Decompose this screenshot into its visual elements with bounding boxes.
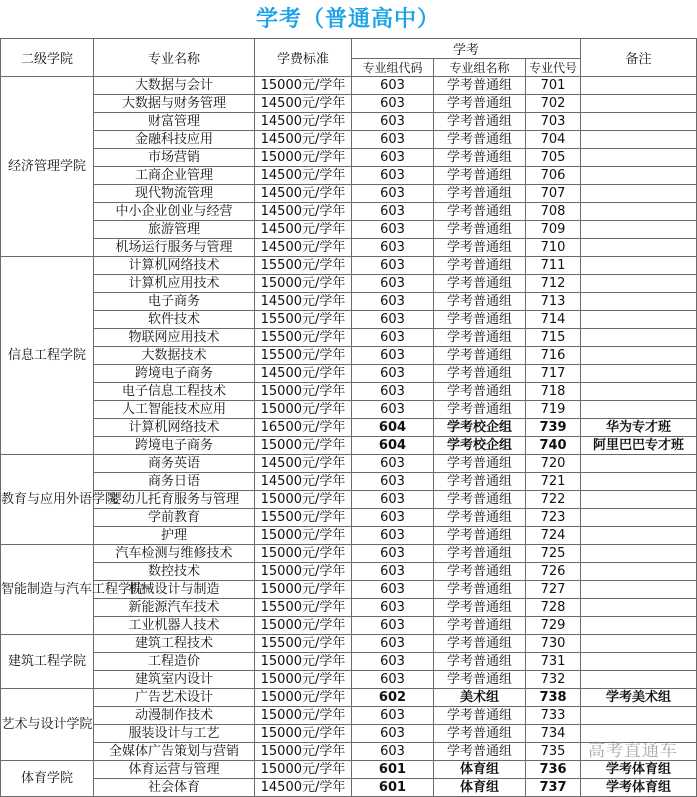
note-cell: 华为专才班: [581, 419, 697, 437]
group-code-cell: 603: [352, 599, 434, 617]
major-code-cell: 730: [526, 635, 581, 653]
note-cell: [581, 365, 697, 383]
major-code-cell: 710: [526, 239, 581, 257]
major-name: 电子商务: [94, 293, 255, 311]
major-code-cell: 736: [526, 761, 581, 779]
group-name-cell: 学考普通组: [434, 455, 526, 473]
major-code-cell: 734: [526, 725, 581, 743]
group-code-cell: 604: [352, 419, 434, 437]
fee-cell: 15000元/学年: [255, 581, 352, 599]
fee-cell: 15000元/学年: [255, 725, 352, 743]
note-cell: [581, 491, 697, 509]
group-code-cell: 603: [352, 545, 434, 563]
major-code-cell: 718: [526, 383, 581, 401]
major-code-cell: 724: [526, 527, 581, 545]
group-name-cell: 学考普通组: [434, 617, 526, 635]
major-name: 广告艺术设计: [94, 689, 255, 707]
fee-cell: 15000元/学年: [255, 545, 352, 563]
header-fee: 学费标准: [255, 39, 352, 77]
note-cell: [581, 239, 697, 257]
major-name: 金融科技应用: [94, 131, 255, 149]
group-code-cell: 603: [352, 527, 434, 545]
fee-cell: 15000元/学年: [255, 671, 352, 689]
group-code-cell: 603: [352, 257, 434, 275]
note-cell: 学考体育组: [581, 779, 697, 797]
college-name: 智能制造与汽车工程学院: [1, 545, 94, 635]
fee-cell: 15000元/学年: [255, 383, 352, 401]
group-name-cell: 学考普通组: [434, 743, 526, 761]
table-row: [1, 329, 697, 347]
major-name: 工商企业管理: [94, 167, 255, 185]
group-code-cell: 603: [352, 455, 434, 473]
group-name-cell: 学考普通组: [434, 473, 526, 491]
note-cell: [581, 653, 697, 671]
group-name-cell: 学考校企组: [434, 437, 526, 455]
note-cell: [581, 707, 697, 725]
group-code-cell: 603: [352, 581, 434, 599]
major-name: 社会体育: [94, 779, 255, 797]
table-row: [1, 293, 697, 311]
table-row: [1, 239, 697, 257]
header-group-name: 专业组名称: [434, 59, 526, 77]
major-name: 新能源汽车技术: [94, 599, 255, 617]
major-name: 机械设计与制造: [94, 581, 255, 599]
note-cell: [581, 95, 697, 113]
group-name-cell: 学考普通组: [434, 509, 526, 527]
group-name-cell: 学考普通组: [434, 221, 526, 239]
table-row: [1, 365, 697, 383]
fee-cell: 15000元/学年: [255, 77, 352, 95]
group-name-cell: 学考普通组: [434, 635, 526, 653]
major-name: 商务日语: [94, 473, 255, 491]
fee-cell: 15500元/学年: [255, 347, 352, 365]
fee-cell: 14500元/学年: [255, 365, 352, 383]
group-code-cell: 603: [352, 365, 434, 383]
fee-cell: 15500元/学年: [255, 509, 352, 527]
fee-cell: 14500元/学年: [255, 293, 352, 311]
table-row: [1, 275, 697, 293]
major-code-cell: 727: [526, 581, 581, 599]
fee-cell: 15500元/学年: [255, 257, 352, 275]
major-name: 人工智能技术应用: [94, 401, 255, 419]
group-name-cell: 学考普通组: [434, 599, 526, 617]
fee-cell: 15500元/学年: [255, 599, 352, 617]
major-code-cell: 720: [526, 455, 581, 473]
group-code-cell: 603: [352, 203, 434, 221]
major-code-cell: 702: [526, 95, 581, 113]
group-name-cell: 学考普通组: [434, 293, 526, 311]
fee-cell: 15000元/学年: [255, 743, 352, 761]
table-row: [1, 383, 697, 401]
major-code-cell: 701: [526, 77, 581, 95]
major-name: 旅游管理: [94, 221, 255, 239]
major-name: 商务英语: [94, 455, 255, 473]
table-row: [1, 95, 697, 113]
group-name-cell: 学考普通组: [434, 581, 526, 599]
table-row: [1, 653, 697, 671]
major-name: 服装设计与工艺: [94, 725, 255, 743]
group-code-cell: 603: [352, 383, 434, 401]
college-name: 经济管理学院: [1, 77, 94, 257]
major-name: 工程造价: [94, 653, 255, 671]
fee-cell: 15000元/学年: [255, 275, 352, 293]
college-name: 建筑工程学院: [1, 635, 94, 689]
fee-cell: 16500元/学年: [255, 419, 352, 437]
fee-cell: 14500元/学年: [255, 239, 352, 257]
group-code-cell: 603: [352, 725, 434, 743]
group-name-cell: 学考普通组: [434, 365, 526, 383]
group-name-cell: 学考普通组: [434, 275, 526, 293]
group-code-cell: 603: [352, 167, 434, 185]
major-code-cell: 726: [526, 563, 581, 581]
note-cell: [581, 329, 697, 347]
group-name-cell: 学考普通组: [434, 401, 526, 419]
group-name-cell: 学考普通组: [434, 563, 526, 581]
major-code-cell: 738: [526, 689, 581, 707]
table-row: [1, 167, 697, 185]
table-row: [1, 77, 697, 95]
group-name-cell: 学考普通组: [434, 131, 526, 149]
watermark: 高考直通车: [588, 741, 678, 761]
major-name: 计算机网络技术: [94, 257, 255, 275]
note-cell: [581, 401, 697, 419]
note-cell: [581, 635, 697, 653]
major-name: 电子信息工程技术: [94, 383, 255, 401]
note-cell: 学考美术组: [581, 689, 697, 707]
group-code-cell: 601: [352, 761, 434, 779]
table-row: [1, 635, 697, 653]
group-code-cell: 603: [352, 293, 434, 311]
fee-cell: 15000元/学年: [255, 401, 352, 419]
table-row: [1, 671, 697, 689]
fee-cell: 14500元/学年: [255, 779, 352, 797]
group-code-cell: 603: [352, 95, 434, 113]
group-name-cell: 学考普通组: [434, 257, 526, 275]
major-code-cell: 716: [526, 347, 581, 365]
major-name: 学前教育: [94, 509, 255, 527]
group-code-cell: 603: [352, 743, 434, 761]
group-name-cell: 学考普通组: [434, 545, 526, 563]
enrollment-table: [0, 38, 697, 797]
fee-cell: 15500元/学年: [255, 311, 352, 329]
major-name: 动漫制作技术: [94, 707, 255, 725]
note-cell: [581, 455, 697, 473]
major-name: 体育运营与管理: [94, 761, 255, 779]
group-code-cell: 603: [352, 329, 434, 347]
group-name-cell: 学考普通组: [434, 149, 526, 167]
group-name-cell: 学考普通组: [434, 203, 526, 221]
note-cell: [581, 167, 697, 185]
header-note: 备注: [581, 39, 697, 77]
header-group: 学考: [352, 39, 581, 59]
group-name-cell: 学考普通组: [434, 527, 526, 545]
group-code-cell: 603: [352, 653, 434, 671]
major-name: 全媒体广告策划与营销: [94, 743, 255, 761]
group-code-cell: 603: [352, 347, 434, 365]
note-cell: [581, 617, 697, 635]
major-code-cell: 704: [526, 131, 581, 149]
group-name-cell: 学考普通组: [434, 167, 526, 185]
note-cell: 学考体育组: [581, 761, 697, 779]
note-cell: 阿里巴巴专才班: [581, 437, 697, 455]
group-code-cell: 603: [352, 77, 434, 95]
header-major-code: 专业代号: [526, 59, 581, 77]
major-code-cell: 721: [526, 473, 581, 491]
note-cell: [581, 473, 697, 491]
table-row: [1, 437, 697, 455]
group-name-cell: 学考普通组: [434, 725, 526, 743]
table-row: [1, 455, 697, 473]
major-name: 汽车检测与维修技术: [94, 545, 255, 563]
major-code-cell: 711: [526, 257, 581, 275]
header-college: 二级学院: [1, 39, 94, 77]
group-name-cell: 学考普通组: [434, 383, 526, 401]
group-code-cell: 603: [352, 473, 434, 491]
note-cell: [581, 275, 697, 293]
major-code-cell: 712: [526, 275, 581, 293]
table-row: [1, 761, 697, 779]
major-code-cell: 735: [526, 743, 581, 761]
table-body: [1, 77, 697, 797]
table-row: [1, 689, 697, 707]
major-name: 跨境电子商务: [94, 437, 255, 455]
major-code-cell: 728: [526, 599, 581, 617]
group-code-cell: 601: [352, 779, 434, 797]
fee-cell: 14500元/学年: [255, 473, 352, 491]
fee-cell: 15000元/学年: [255, 761, 352, 779]
note-cell: [581, 581, 697, 599]
major-code-cell: 713: [526, 293, 581, 311]
fee-cell: 14500元/学年: [255, 203, 352, 221]
major-name: 大数据与财务管理: [94, 95, 255, 113]
major-code-cell: 705: [526, 149, 581, 167]
note-cell: [581, 545, 697, 563]
group-name-cell: 学考普通组: [434, 653, 526, 671]
table-row: [1, 473, 697, 491]
fee-cell: 15000元/学年: [255, 149, 352, 167]
major-name: 物联网应用技术: [94, 329, 255, 347]
major-name: 计算机应用技术: [94, 275, 255, 293]
group-code-cell: 603: [352, 563, 434, 581]
major-code-cell: 706: [526, 167, 581, 185]
note-cell: [581, 257, 697, 275]
major-code-cell: 723: [526, 509, 581, 527]
major-code-cell: 731: [526, 653, 581, 671]
fee-cell: 14500元/学年: [255, 185, 352, 203]
college-name: 艺术与设计学院: [1, 689, 94, 761]
group-name-cell: 学考普通组: [434, 347, 526, 365]
major-code-cell: 715: [526, 329, 581, 347]
major-name: 财富管理: [94, 113, 255, 131]
group-name-cell: 学考普通组: [434, 239, 526, 257]
major-code-cell: 729: [526, 617, 581, 635]
note-cell: [581, 671, 697, 689]
table-row: [1, 707, 697, 725]
note-cell: [581, 599, 697, 617]
group-code-cell: 603: [352, 707, 434, 725]
fee-cell: 15000元/学年: [255, 707, 352, 725]
table-row: [1, 203, 697, 221]
major-code-cell: 703: [526, 113, 581, 131]
group-name-cell: 学考普通组: [434, 707, 526, 725]
note-cell: [581, 347, 697, 365]
group-code-cell: 603: [352, 185, 434, 203]
major-code-cell: 717: [526, 365, 581, 383]
note-cell: [581, 293, 697, 311]
table-row: [1, 185, 697, 203]
note-cell: [581, 383, 697, 401]
header-major: 专业名称: [94, 39, 255, 77]
fee-cell: 15000元/学年: [255, 491, 352, 509]
major-code-cell: 709: [526, 221, 581, 239]
major-code-cell: 707: [526, 185, 581, 203]
major-code-cell: 725: [526, 545, 581, 563]
fee-cell: 14500元/学年: [255, 113, 352, 131]
table-row: [1, 419, 697, 437]
major-name: 市场营销: [94, 149, 255, 167]
note-cell: [581, 311, 697, 329]
major-name: 机场运行服务与管理: [94, 239, 255, 257]
group-name-cell: 学考校企组: [434, 419, 526, 437]
group-code-cell: 603: [352, 671, 434, 689]
major-name: 软件技术: [94, 311, 255, 329]
group-name-cell: 学考普通组: [434, 77, 526, 95]
group-code-cell: 603: [352, 401, 434, 419]
fee-cell: 15000元/学年: [255, 617, 352, 635]
group-name-cell: 学考普通组: [434, 491, 526, 509]
group-code-cell: 603: [352, 617, 434, 635]
group-code-cell: 604: [352, 437, 434, 455]
fee-cell: 15500元/学年: [255, 329, 352, 347]
group-name-cell: 学考普通组: [434, 185, 526, 203]
fee-cell: 15000元/学年: [255, 527, 352, 545]
table-row: [1, 527, 697, 545]
major-code-cell: 732: [526, 671, 581, 689]
group-code-cell: 602: [352, 689, 434, 707]
table-row: [1, 347, 697, 365]
table-row: [1, 149, 697, 167]
group-code-cell: 603: [352, 239, 434, 257]
note-cell: [581, 185, 697, 203]
major-name: 婴幼儿托育服务与管理: [94, 491, 255, 509]
group-code-cell: 603: [352, 635, 434, 653]
group-name-cell: 学考普通组: [434, 671, 526, 689]
major-name: 护理: [94, 527, 255, 545]
major-name: 中小企业创业与经营: [94, 203, 255, 221]
college-name: 信息工程学院: [1, 257, 94, 455]
table-row: [1, 401, 697, 419]
major-name: 大数据与会计: [94, 77, 255, 95]
table-row: [1, 779, 697, 797]
group-code-cell: 603: [352, 131, 434, 149]
major-name: 跨境电子商务: [94, 365, 255, 383]
page-title: 学考（普通高中）: [255, 6, 440, 32]
group-name-cell: 学考普通组: [434, 329, 526, 347]
table-row: [1, 563, 697, 581]
major-code-cell: 740: [526, 437, 581, 455]
major-name: 大数据技术: [94, 347, 255, 365]
table-row: [1, 221, 697, 239]
note-cell: [581, 563, 697, 581]
group-name-cell: 美术组: [434, 689, 526, 707]
table-row: [1, 509, 697, 527]
note-cell: [581, 149, 697, 167]
college-name: 体育学院: [1, 761, 94, 797]
group-name-cell: 学考普通组: [434, 113, 526, 131]
fee-cell: 14500元/学年: [255, 167, 352, 185]
fee-cell: 14500元/学年: [255, 131, 352, 149]
major-code-cell: 714: [526, 311, 581, 329]
major-code-cell: 708: [526, 203, 581, 221]
major-code-cell: 737: [526, 779, 581, 797]
major-name: 工业机器人技术: [94, 617, 255, 635]
note-cell: [581, 509, 697, 527]
note-cell: [581, 221, 697, 239]
group-code-cell: 603: [352, 491, 434, 509]
major-name: 建筑工程技术: [94, 635, 255, 653]
header-group-code: 专业组代码: [352, 59, 434, 77]
group-name-cell: 体育组: [434, 779, 526, 797]
note-cell: [581, 203, 697, 221]
major-code-cell: 739: [526, 419, 581, 437]
note-cell: [581, 77, 697, 95]
college-name: 教育与应用外语学院: [1, 455, 94, 545]
group-code-cell: 603: [352, 509, 434, 527]
fee-cell: 15500元/学年: [255, 635, 352, 653]
fee-cell: 14500元/学年: [255, 221, 352, 239]
major-name: 建筑室内设计: [94, 671, 255, 689]
table-row: [1, 545, 697, 563]
table-row: [1, 257, 697, 275]
group-code-cell: 603: [352, 221, 434, 239]
group-name-cell: 学考普通组: [434, 95, 526, 113]
note-cell: [581, 527, 697, 545]
major-name: 数控技术: [94, 563, 255, 581]
fee-cell: 14500元/学年: [255, 455, 352, 473]
major-code-cell: 722: [526, 491, 581, 509]
note-cell: [581, 131, 697, 149]
fee-cell: 15000元/学年: [255, 689, 352, 707]
fee-cell: 15000元/学年: [255, 563, 352, 581]
table-row: [1, 131, 697, 149]
group-code-cell: 603: [352, 113, 434, 131]
fee-cell: 14500元/学年: [255, 95, 352, 113]
table-row: [1, 617, 697, 635]
note-cell: [581, 113, 697, 131]
major-code-cell: 733: [526, 707, 581, 725]
table-row: [1, 599, 697, 617]
table-row: [1, 311, 697, 329]
fee-cell: 15000元/学年: [255, 653, 352, 671]
major-name: 现代物流管理: [94, 185, 255, 203]
major-name: 计算机网络技术: [94, 419, 255, 437]
group-code-cell: 603: [352, 275, 434, 293]
group-code-cell: 603: [352, 149, 434, 167]
group-name-cell: 学考普通组: [434, 311, 526, 329]
major-code-cell: 719: [526, 401, 581, 419]
table-row: [1, 113, 697, 131]
fee-cell: 15000元/学年: [255, 437, 352, 455]
group-name-cell: 体育组: [434, 761, 526, 779]
group-code-cell: 603: [352, 311, 434, 329]
